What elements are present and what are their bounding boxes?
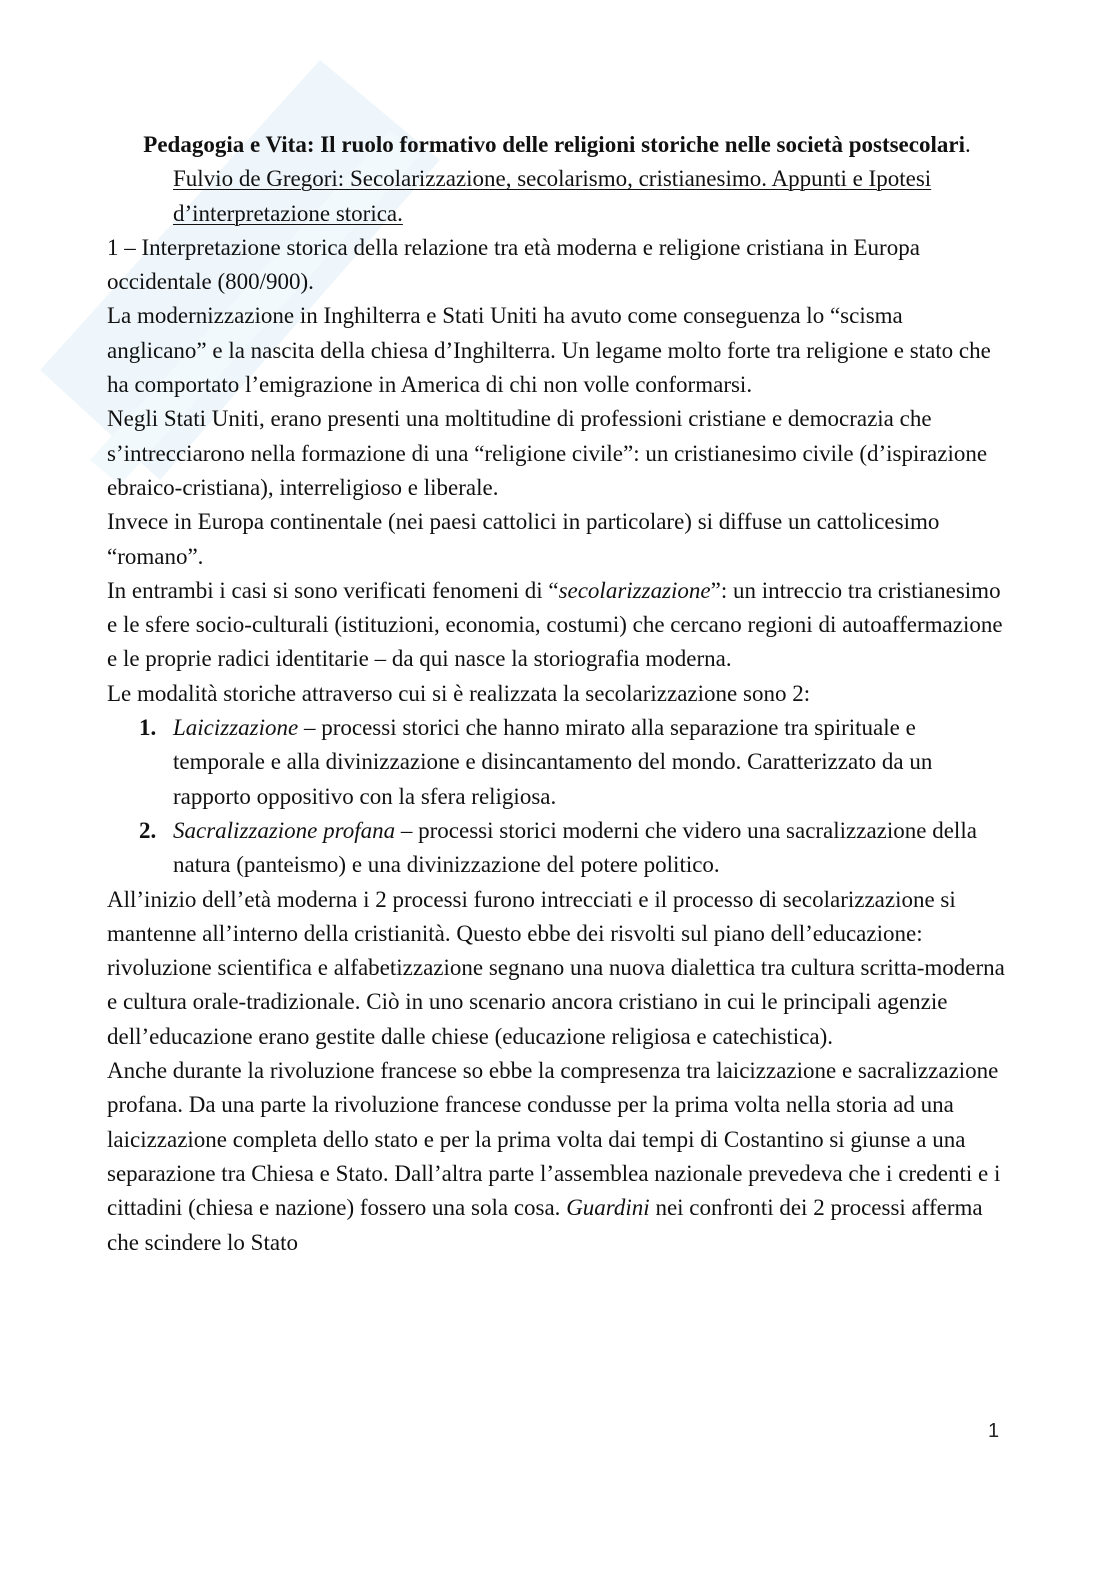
list-text: – processi storici moderni che videro una sacralizzazione della natura (panteismo) e una divinizzazione del potere politico.: [173, 817, 977, 878]
paragraph-inizio-eta-moderna: All’inizio dell’età moderna i 2 processi furono intrecciati e il processo di secolarizzazione si mantenne all’interno della cristianità. Questo ebbe dei risvolti sul piano dell’educazione: rivoluzione scientifica e alfabetizzazione segnano una nuova dialettica tra cultura scritta-moderna e cultura orale-tradizionale. Ciò in uno scenario ancora cristiano in cui le principali agenzie dell’educazione erano gestite dalle chiese (educazione religiosa e catechistica).: [107, 886, 1005, 1049]
numbered-list: [107, 711, 1007, 882]
page-number: 1: [988, 1420, 1000, 1442]
list-item: [139, 814, 1007, 883]
document-page: [107, 128, 1007, 1260]
paragraph-secolarizzazione: [107, 574, 1007, 677]
emphasis-secolarizzazione: secolarizzazione: [558, 577, 711, 603]
paragraph-rivoluzione-francese: [107, 1054, 1007, 1260]
list-term: Laicizzazione: [173, 715, 299, 741]
paragraph-modernizzazione: La modernizzazione in Inghilterra e Stati Uniti ha avuto come conseguenza lo “scisma anglicano” e la nascita della chiesa d’Inghilterra. Un legame molto forte tra religione e stato che ha comportato l’emigrazione in America di chi non volle conformarsi.: [107, 303, 991, 398]
list-item: [139, 711, 1007, 814]
emphasis-guardini: Guardini: [566, 1195, 650, 1221]
document-subtitle: Fulvio de Gregori: Secolarizzazione, secolarismo, cristianesimo. Appunti e Ipotesi d’interpretazione storica.: [173, 166, 932, 226]
list-term: Sacralizzazione profana: [173, 817, 396, 843]
title-text: Pedagogia e Vita: Il ruolo formativo delle religioni storiche nelle società postsecolari: [143, 132, 965, 157]
title-period: .: [964, 132, 971, 157]
paragraph-section-heading: 1 – Interpretazione storica della relazione tra età moderna e religione cristiana in Europa occidentale (800/900).: [107, 234, 920, 295]
text-run: nei confronti dei 2 processi afferma che scindere lo Stato: [107, 1195, 983, 1255]
paragraph-europa-continentale: Invece in Europa continentale (nei paesi cattolici in particolare) si diffuse un cattolicesimo “romano”.: [107, 509, 940, 569]
list-number: 1.: [139, 715, 157, 741]
paragraph-modalita: Le modalità storiche attraverso cui si è realizzata la secolarizzazione sono 2:: [107, 680, 811, 706]
document-title: [107, 128, 1007, 162]
list-text: – processi storici che hanno mirato alla separazione tra spirituale e temporale e alla divinizzazione e disincantamento del mondo. Caratterizzato da un rapporto oppositivo con la sfera religiosa.: [173, 715, 933, 809]
text-run: In entrambi i casi si sono verificati fenomeni di “: [107, 577, 559, 603]
text-run: ”: un intreccio tra cristianesimo e le sfere socio-culturali (istituzioni, economia, costumi) che cercano regioni di autoaffermazione e le proprie radici identitarie – da qui nasce la storiografia moderna.: [107, 577, 1003, 672]
text-run: Anche durante la rivoluzione francese so ebbe la compresenza tra laicizzazione e sacralizzazione profana. Da una parte la rivoluzione francese condusse per la prima volta nella storia ad una laicizzazione completa dello stato e per la prima volta dai tempi di Costantino si giunse a una separazione tra Chiesa e Stato. Dall’altra parte l’assemblea nazionale prevedeva che i credenti e i cittadini (chiesa e nazione) fossero una sola cosa.: [107, 1058, 1001, 1221]
paragraph-stati-uniti: Negli Stati Uniti, erano presenti una moltitudine di professioni cristiane e democrazia che s’intrecciarono nella formazione di una “religione civile”: un cristianesimo civile (d’ispirazione ebraico-cristiana), interreligioso e liberale.: [107, 406, 988, 500]
list-number: 2.: [139, 817, 157, 843]
